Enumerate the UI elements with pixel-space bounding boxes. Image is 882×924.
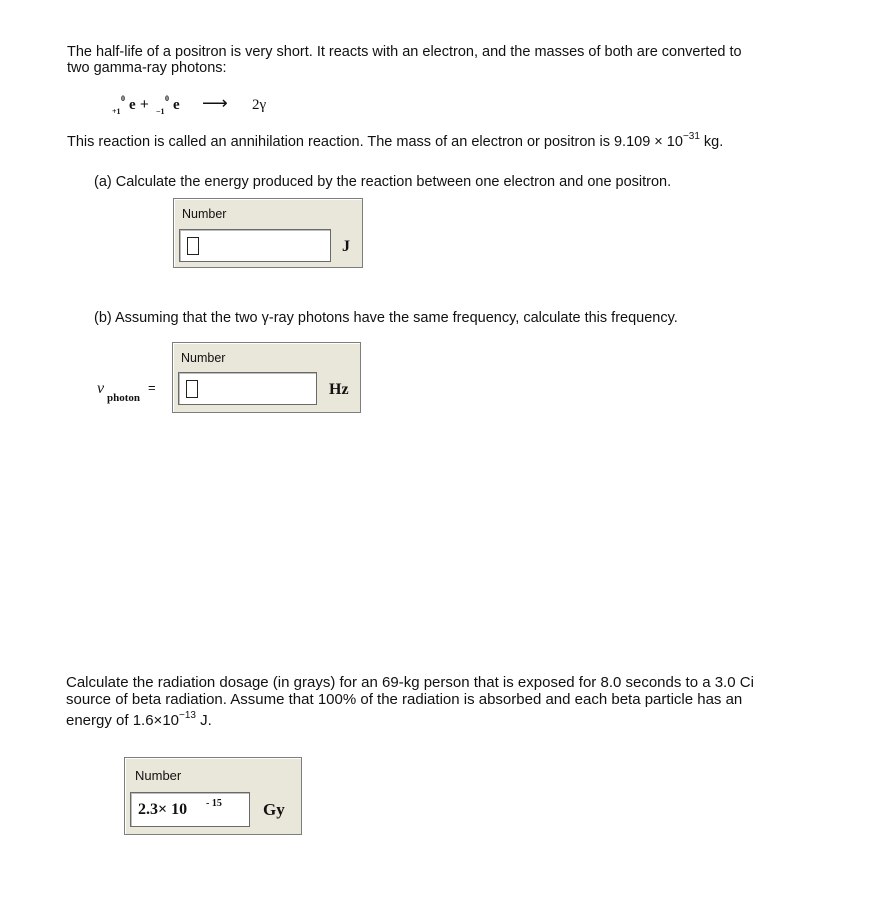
q2-line1: Calculate the radiation dosage (in grays) for an 69-kg person that is exposed for 8.0 seconds to a 3.0 Ci	[66, 674, 754, 691]
mass-unit-text: kg.	[699, 134, 724, 150]
q2-answer-exponent: - 15	[206, 798, 222, 809]
electron-mass-number: 0	[165, 94, 169, 103]
part-b-unit: Hz	[329, 381, 349, 398]
positron-charge: +1	[112, 107, 121, 116]
q1-intro-line2: two gamma-ray photons:	[67, 60, 227, 76]
positron-mass-number: 0	[121, 94, 125, 103]
equation-plus: +	[140, 96, 149, 113]
text-cursor-icon	[186, 380, 198, 398]
q2-unit: Gy	[263, 800, 285, 819]
q2-energy-text: energy of 1.6×10	[66, 712, 180, 729]
mass-statement	[67, 131, 724, 150]
photon-subscript: photon	[107, 392, 141, 404]
part-b-number-input[interactable]	[178, 372, 317, 405]
positron-symbol: e	[129, 97, 136, 113]
q2-answer-box	[124, 757, 302, 835]
q2-number-label: Number	[135, 768, 182, 783]
part-b-answer-box	[172, 342, 361, 413]
text-cursor-icon	[187, 237, 199, 255]
mass-exponent: −31	[682, 131, 700, 142]
q2-energy-exponent: −13	[179, 710, 196, 721]
photon-frequency-variable	[97, 380, 167, 410]
mass-text: This reaction is called an annihilation reaction. The mass of an electron or positron is 9.109 × 10	[67, 134, 683, 150]
annihilation-equation	[108, 92, 308, 118]
part-a-number-label: Number	[182, 207, 227, 221]
reaction-arrow: ⟶	[202, 93, 228, 113]
equals-sign: =	[148, 380, 156, 395]
q2-energy-unit: J.	[195, 712, 212, 729]
part-a-number-input[interactable]	[179, 229, 331, 262]
q1-intro-line1: The half-life of a positron is very short. It reacts with an electron, and the masses of both are converted to	[67, 44, 742, 60]
part-b-question: (b) Assuming that the two γ-ray photons have the same frequency, calculate this frequency.	[94, 310, 678, 326]
part-a-answer-box	[173, 198, 363, 268]
electron-symbol: e	[173, 97, 180, 113]
part-a-question: (a) Calculate the energy produced by the reaction between one electron and one positron.	[94, 174, 672, 190]
equation-product: 2γ	[252, 97, 267, 113]
q2-line3	[66, 712, 754, 729]
nu-symbol: ν	[97, 380, 105, 397]
q2-number-input[interactable]	[130, 792, 250, 827]
part-b-number-label: Number	[181, 351, 226, 365]
q2-text	[66, 674, 754, 729]
part-a-unit: J	[342, 238, 350, 255]
q2-line2: source of beta radiation. Assume that 100% of the radiation is absorbed and each beta particle has an	[66, 691, 743, 708]
electron-charge: −1	[156, 107, 165, 116]
q2-answer-mantissa: 2.3× 10	[138, 801, 188, 818]
